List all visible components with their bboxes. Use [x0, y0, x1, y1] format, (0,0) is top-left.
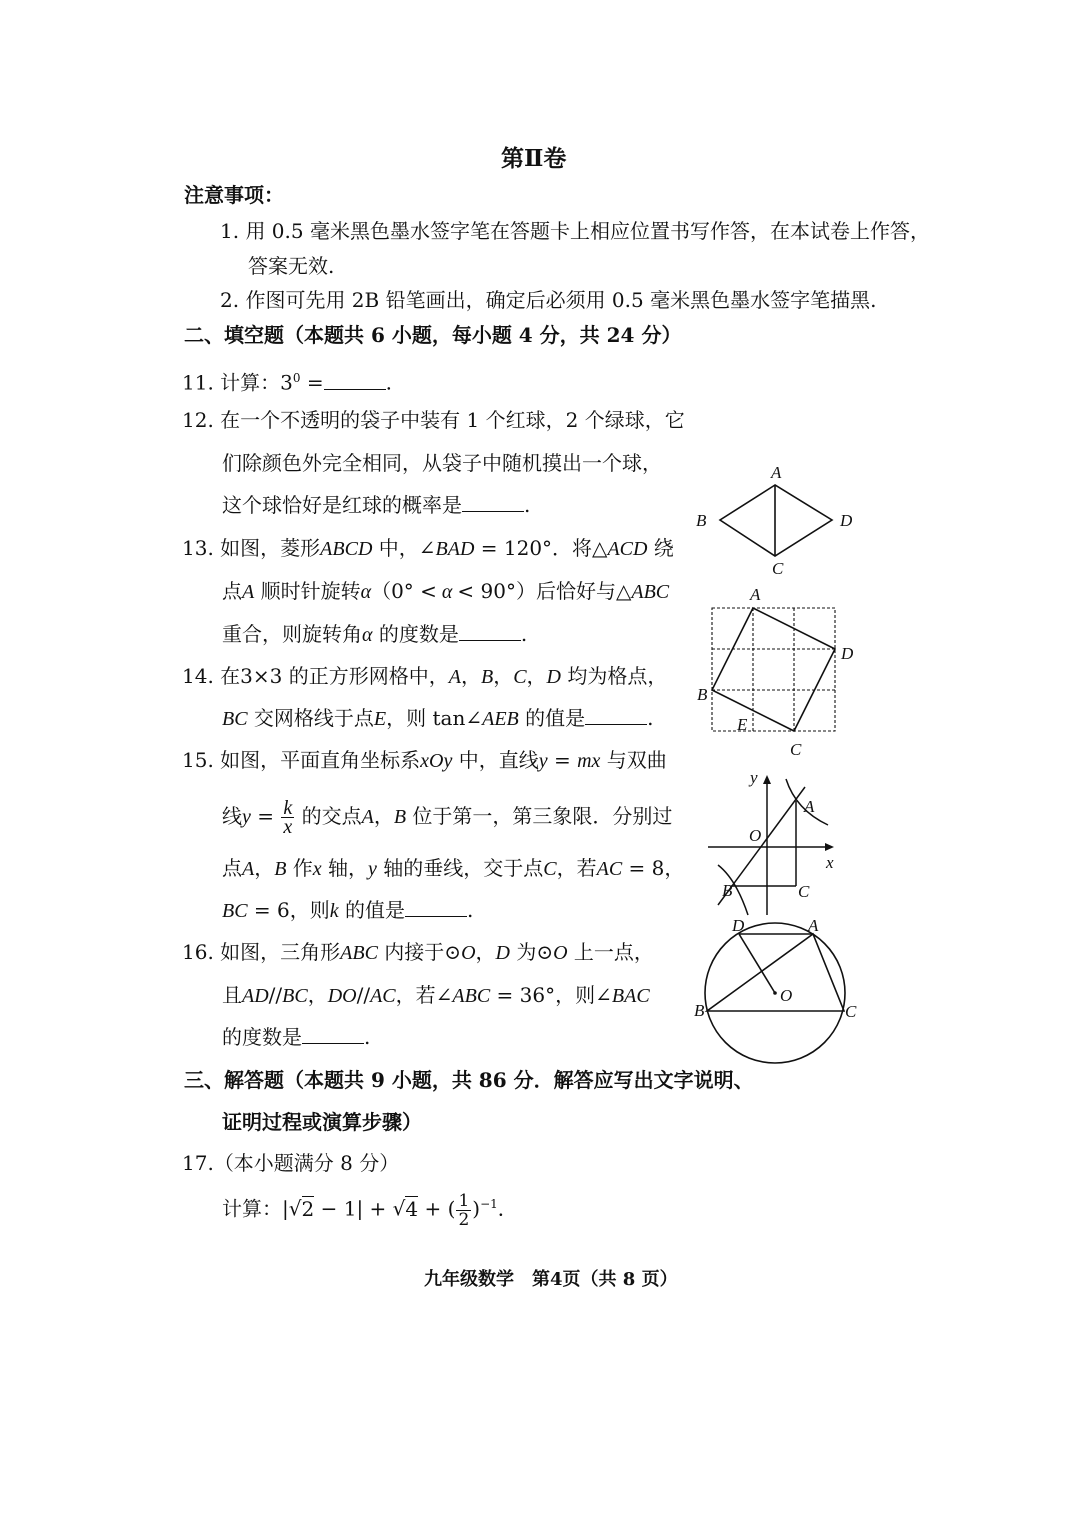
question-13-line-3: 重合，则旋转角α 的度数是 .: [222, 622, 528, 646]
rhombus-figure: [680, 455, 870, 585]
question-15-line-2: 线y = $\frac{k}{x}$ 的交点A，B 位于第一，第三象限．分别过: [222, 797, 673, 838]
question-13-line-1: 13. 如图，菱形ABCD 中，∠BAD = 120°．将△ACD 绕: [182, 536, 674, 560]
section-3-heading: 三、解答题（本题共 9 小题，共 86 分．解答应写出文字说明、: [184, 1068, 754, 1092]
answer-blank: [585, 704, 647, 725]
label-d: D: [841, 644, 854, 663]
question-number: 14.: [182, 664, 214, 688]
question-16-line-3: 的度数是 .: [222, 1025, 371, 1049]
answer-blank: [324, 369, 386, 390]
answer-blank: [302, 1023, 364, 1044]
label-y: y: [750, 768, 758, 787]
label-a: A: [804, 797, 815, 816]
question-16-line-2: 且AD//BC，DO//AC，若∠ABC = 36°，则∠BAC: [222, 983, 650, 1007]
grid-figure: [690, 582, 870, 762]
answer-blank: [405, 896, 467, 917]
notes-item-2: 2. 作图可先用 2B 铅笔画出，确定后必须用 0.5 毫米黑色墨水签字笔描黑.: [220, 288, 877, 312]
section-2-heading: 二、填空题（本题共 6 小题，每小题 4 分，共 24 分）: [184, 323, 682, 347]
coordinate-figure: [700, 765, 850, 920]
question-number: 13.: [182, 536, 214, 560]
question-15-line-4: BC = 6，则k 的值是 .: [222, 898, 474, 922]
question-number: 17.: [182, 1151, 214, 1175]
question-14-line-1: 14. 在3×3 的正方形网格中，A，B，C，D 均为格点，: [182, 664, 668, 688]
label-c: C: [790, 740, 802, 759]
circle-figure: [690, 918, 865, 1068]
label-b: B: [696, 511, 707, 530]
grid-lines: [712, 608, 835, 731]
x-axis-arrow: [825, 843, 834, 851]
label-b: B: [722, 881, 733, 900]
question-17-header: 17.（本小题满分 8 分）: [182, 1151, 400, 1175]
y-axis-arrow: [763, 775, 771, 784]
label-a: A: [771, 463, 782, 482]
question-number: 16.: [182, 940, 214, 964]
question-number: 11.: [182, 370, 214, 395]
question-12-line-2: 们除颜色外完全相同，从袋子中随机摸出一个球，: [222, 451, 662, 475]
label-x: x: [826, 853, 834, 872]
label-a: A: [750, 585, 761, 604]
label-b: B: [697, 685, 708, 704]
label-d: D: [840, 511, 853, 530]
question-16-line-1: 16. 如图，三角形ABC 内接于⊙O，D 为⊙O 上一点，: [182, 940, 654, 964]
question-15-line-3: 点A，B 作x 轴，y 轴的垂线，交于点C，若AC = 8，: [222, 856, 685, 880]
section-3-heading-cont: 证明过程或演算步骤）: [222, 1110, 422, 1134]
label-a: A: [808, 916, 819, 935]
notes-item-1-cont: 答案无效.: [248, 254, 335, 278]
label-c: C: [798, 882, 810, 901]
question-11: 11. 计算：$3^0$ = .: [182, 370, 393, 395]
question-number: 12.: [182, 408, 214, 432]
square-abcd: [712, 608, 835, 731]
label-o: O: [749, 826, 762, 845]
label-c: C: [772, 559, 784, 578]
center-point: [773, 991, 777, 995]
question-15-line-1: 15. 如图，平面直角坐标系xOy 中，直线y = mx 与双曲: [182, 748, 667, 772]
question-13-line-2: 点A 顺时针旋转α（0° < α < 90°）后恰好与△ABC: [222, 579, 670, 603]
label-b: B: [694, 1001, 705, 1020]
label-o: O: [780, 986, 793, 1005]
answer-blank: [459, 620, 521, 641]
question-12-line-3: 这个球恰好是红球的概率是 .: [222, 493, 531, 517]
label-e: E: [737, 715, 748, 734]
question-number: 15.: [182, 748, 214, 772]
volume-title: 第Ⅱ卷: [501, 145, 567, 172]
notes-heading: 注意事项：: [184, 183, 284, 207]
question-14-line-2: BC 交网格线于点E，则 tan∠AEB 的值是 .: [222, 706, 654, 730]
question-12-line-1: 12. 在一个不透明的袋子中装有 1 个红球，2 个绿球，它: [182, 408, 685, 432]
label-c: C: [845, 1002, 857, 1021]
notes-item-1: 1. 用 0.5 毫米黑色墨水签字笔在答题卡上相应位置书写作答，在本试卷上作答，: [220, 219, 930, 243]
triangle-abc: [707, 934, 844, 1011]
label-d: D: [732, 916, 745, 935]
page-footer: 九年级数学 第4页（共 8 页）: [424, 1269, 678, 1290]
answer-blank: [462, 491, 524, 512]
fraction-k-over-x: $\frac{k}{x}$: [283, 797, 293, 838]
rhombus-outline: [720, 485, 832, 556]
question-17-expression: 计算：|√2 − 1| + √4 + ( $\frac{1}{2}$ )$^{-1}$．: [222, 1190, 518, 1230]
fraction-one-half: $\frac{1}{2}$: [458, 1190, 470, 1230]
